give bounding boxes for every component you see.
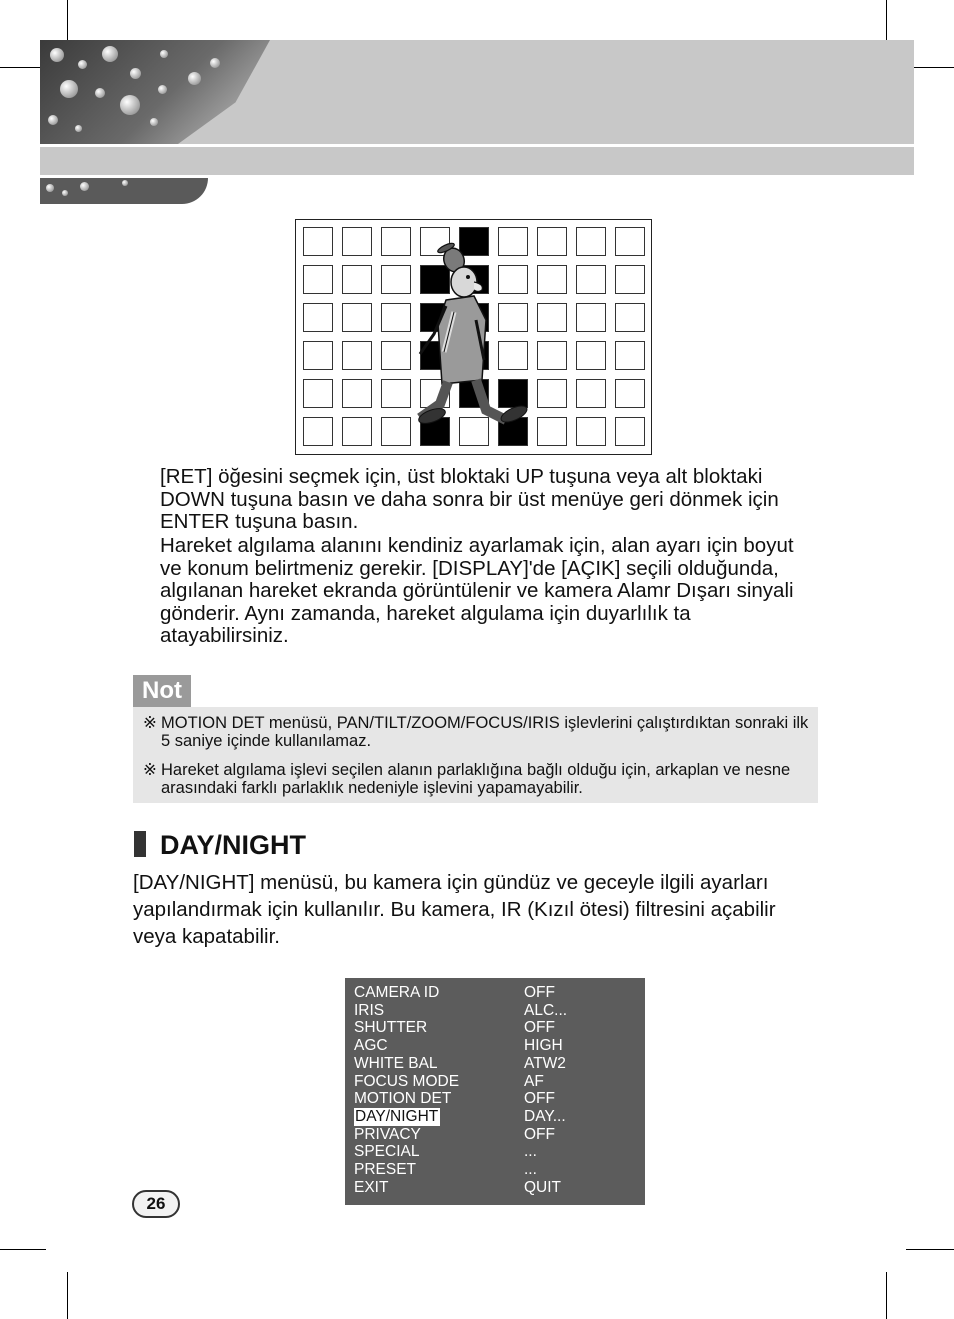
menu-row: [354, 1073, 639, 1091]
menu-row: [354, 1179, 639, 1197]
reference-mark-icon: ※: [143, 761, 157, 779]
section-body: [DAY/NIGHT] menüsü, bu kamera için gündüz ve geceyle ilgili ayarları yapılandırmak için kullanılır. Bu kamera, IR (Kızıl ötesi) filtresini açabilir veya kapatabilir.: [133, 871, 776, 948]
menu-item-value: QUIT: [524, 1178, 562, 1196]
header-subband: [40, 147, 914, 175]
menu-row: [354, 984, 639, 1002]
menu-item-value: ...: [524, 1143, 537, 1161]
menu-item-label: PRESET: [354, 1161, 417, 1178]
crop-mark: [886, 1272, 887, 1319]
menu-item-label: SPECIAL: [354, 1143, 420, 1161]
header-tab: [40, 178, 208, 204]
menu-item-value: ATW2: [524, 1054, 566, 1072]
crop-mark: [0, 1249, 46, 1250]
walking-man-illustration: [296, 220, 651, 454]
menu-item-label: WHITE BAL: [354, 1054, 438, 1072]
menu-row: [354, 1019, 639, 1037]
camera-osd-menu: [345, 978, 645, 1205]
motion-area-paragraph: Hareket algılama alanını kendiniz ayarlamak için, alan ayarı için boyut ve konum belirtmeniz gerekir. [DISPLAY]'de [AÇIK] seçili olduğunda, algılanan hareket ekranda görüntülenir ve kamera Alamr Dışarı sinyali gönderir. Aynı zamanda, hareket algulama için duyarlılık ta atayabilirsiniz.: [160, 534, 794, 647]
menu-item-value: OFF: [524, 984, 555, 1001]
menu-row: [354, 1055, 639, 1073]
menu-row: [354, 1108, 639, 1126]
menu-item-value: AF: [524, 1072, 544, 1090]
crop-mark: [67, 1272, 68, 1319]
menu-item-value: DAY...: [524, 1107, 566, 1125]
menu-item-value: OFF: [524, 1019, 555, 1037]
motion-area-grid: [295, 219, 652, 455]
menu-row: [354, 1002, 639, 1020]
menu-item-label: MOTION DET: [354, 1090, 452, 1108]
menu-item-label: PRIVACY: [354, 1125, 421, 1143]
menu-item-label: DAY/NIGHT: [355, 1107, 439, 1125]
menu-item-label: CAMERA ID: [354, 984, 440, 1001]
menu-row: [354, 1090, 639, 1108]
note-tag: Not: [133, 675, 191, 707]
menu-item-label: SHUTTER: [354, 1019, 428, 1037]
menu-row: [354, 1037, 639, 1055]
menu-item-label: EXIT: [354, 1178, 389, 1196]
menu-row: [354, 1126, 639, 1144]
page-number: 26: [132, 1190, 180, 1218]
menu-row: [354, 1143, 639, 1161]
menu-item-value: OFF: [524, 1090, 555, 1108]
menu-row: [354, 1161, 639, 1179]
menu-item-label: AGC: [354, 1037, 388, 1055]
menu-item-label: FOCUS MODE: [354, 1072, 460, 1090]
menu-item-value: ...: [524, 1161, 537, 1178]
menu-item-label: IRIS: [354, 1001, 385, 1019]
section-title: DAY/NIGHT: [160, 830, 307, 860]
menu-item-value: OFF: [524, 1125, 555, 1143]
note-item: ※ MOTION DET menüsü, PAN/TILT/ZOOM/FOCUS/IRIS işlevlerini çalıştırdıktan sonraki ilk 5 saniye içinde kullanılamaz.: [143, 714, 809, 750]
intro-paragraph: [RET] öğesini seçmek için, üst bloktaki UP tuşuna veya alt bloktaki DOWN tuşuna basın ve daha sonra bir üst menüye geri dönmek için ENTER tuşuna basın.: [160, 465, 779, 533]
reference-mark-icon: ※: [143, 714, 157, 732]
note-item: ※ Hareket algılama işlevi seçilen alanın parlaklığına bağlı olduğu için, arkaplan ve nesne arasındaki farklı parlaklık nedeniyle işlevini yapamayabilir.: [143, 761, 791, 797]
menu-item-value: ALC...: [524, 1001, 568, 1019]
crop-mark: [906, 1249, 954, 1250]
menu-item-value: HIGH: [524, 1037, 563, 1055]
section-marker: [134, 831, 146, 857]
note-box: [133, 707, 818, 803]
